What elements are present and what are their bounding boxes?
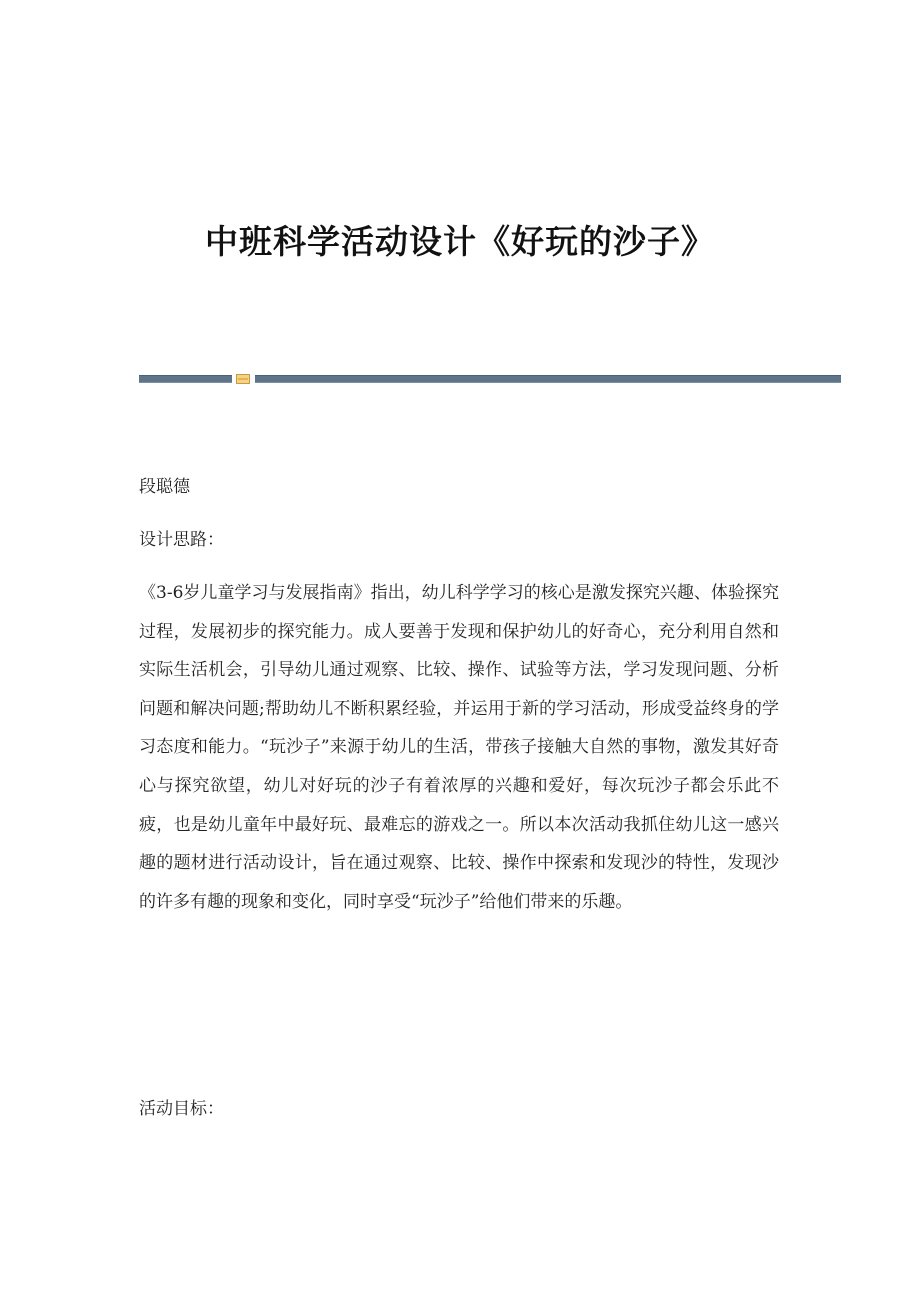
activity-goals-heading: 活动目标：: [139, 1099, 224, 1119]
title-divider: [139, 375, 841, 383]
design-idea-heading: 设计思路：: [139, 530, 224, 550]
divider-bar-left: [139, 375, 232, 383]
divider-bar-right: [255, 375, 841, 383]
divider-ornament-icon: [236, 374, 250, 384]
author-name: 段聪德: [139, 477, 190, 497]
document-title: 中班科学活动设计《好玩的沙子》: [205, 222, 715, 261]
design-idea-paragraph: 《3-6岁儿童学习与发展指南》指出，幼儿科学学习的核心是激发探究兴趣、体验探究过程，发展初步的探究能力。成人要善于发现和保护幼儿的好奇心，充分利用自然和实际生活机会，引导幼儿通过观察、比较、操作、试验等方法，学习发现问题、分析问题和解决问题;帮助幼儿不断积累经验，并运用于新的学习活动，形成受益终身的学习态度和能力。“玩沙子”来源于幼儿的生活，带孩子接触大自然的事物，激发其好奇心与探究欲望，幼儿对好玩的沙子有着浓厚的兴趣和爱好，每次玩沙子都会乐此不疲，也是幼儿童年中最好玩、最难忘的游戏之一。所以本次活动我抓住幼儿这一感兴趣的题材进行活动设计，旨在通过观察、比较、操作中探索和发现沙的特性，发现沙的许多有趣的现象和变化，同时享受“玩沙子”给他们带来的乐趣。: [139, 583, 779, 912]
